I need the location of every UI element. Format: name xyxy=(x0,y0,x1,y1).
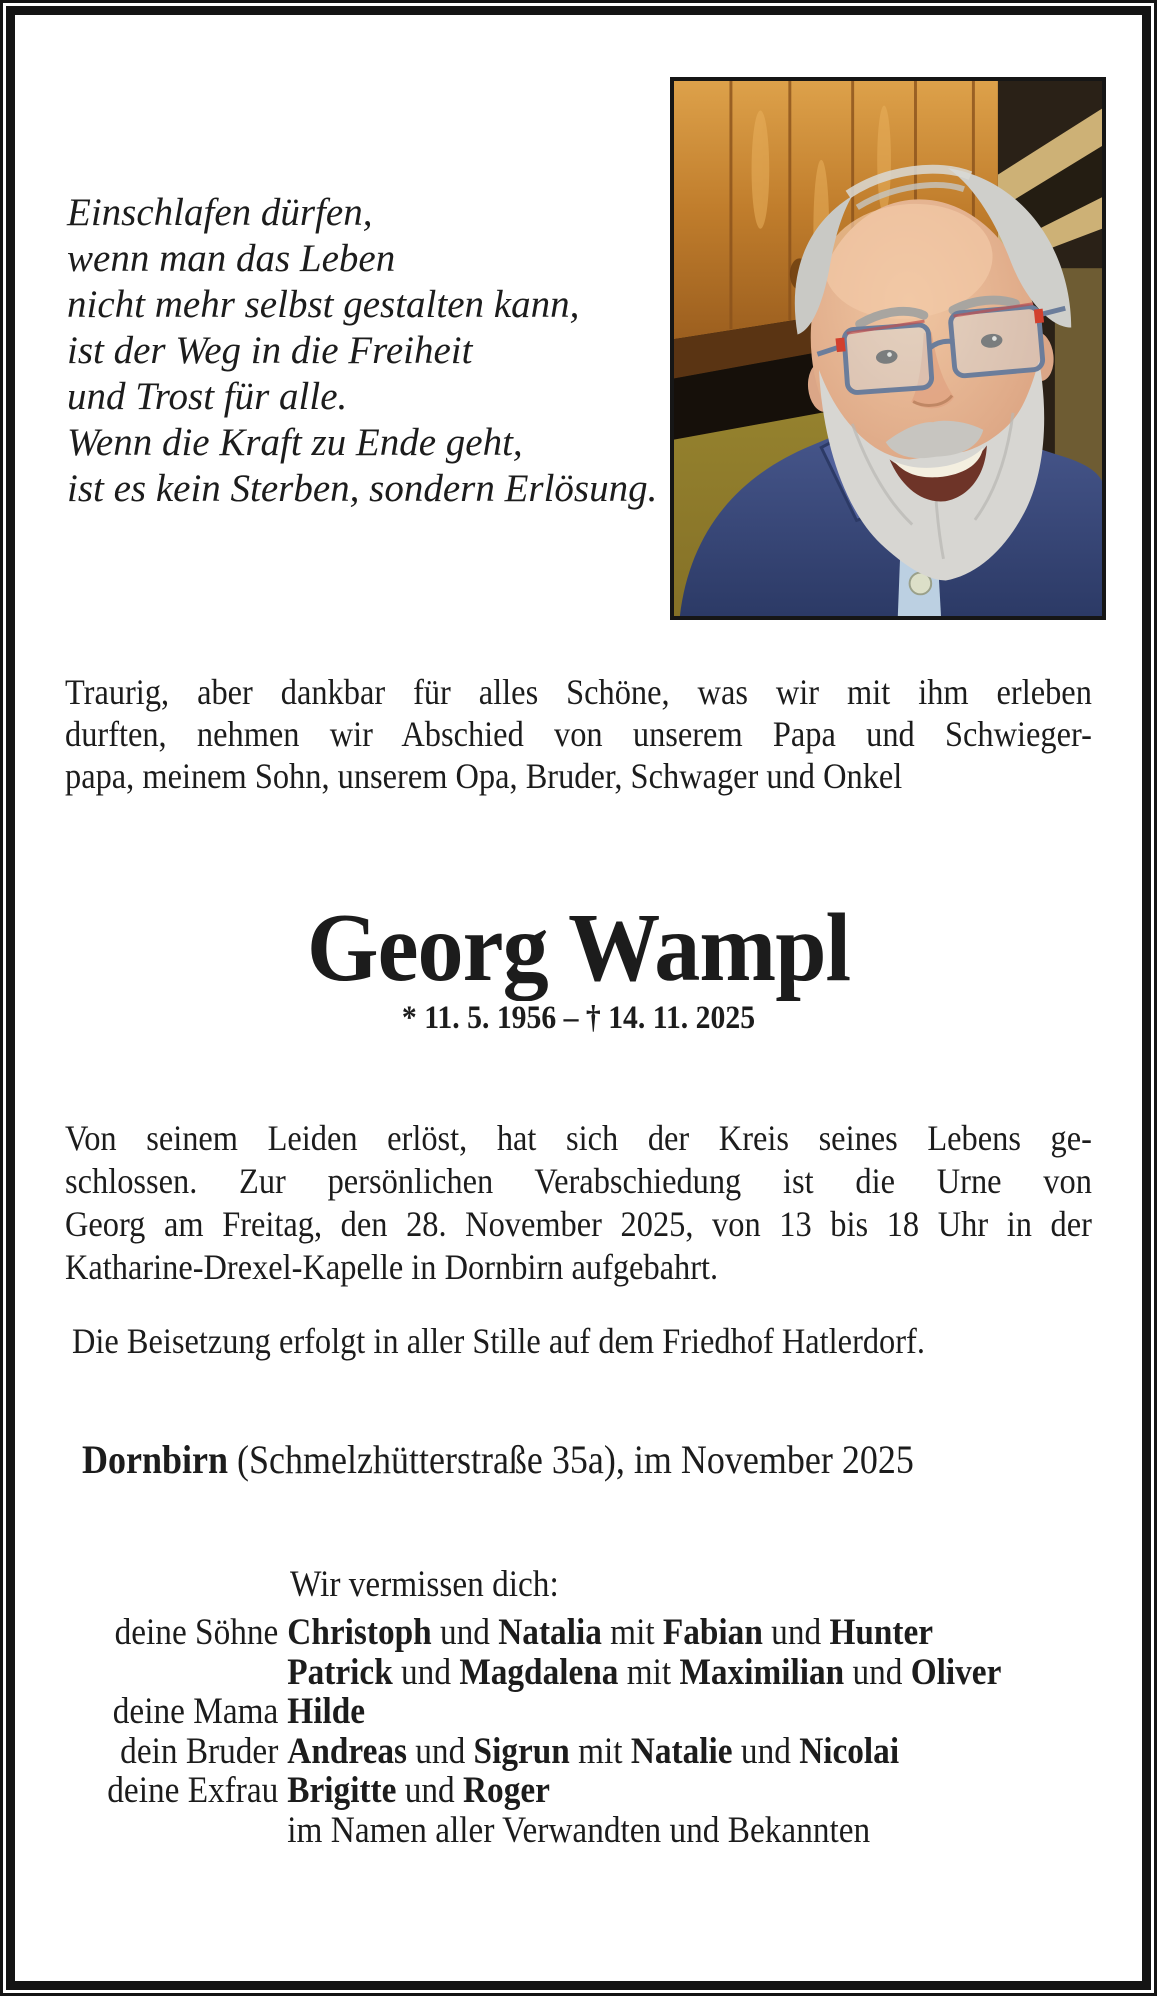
text-line: schlossen. Zur persönlichen Verabschiedung ist die Urne von xyxy=(65,1161,1092,1201)
text-line: Einschlafen dürfen, xyxy=(67,191,373,234)
text-line: Katharine-Drexel-Kapelle in Dornbirn aufgebahrt. xyxy=(65,1247,719,1287)
text-line: Traurig, aber dankbar für alles Schöne, was wir mit ihm erleben xyxy=(65,672,1092,712)
mourner-name: Nicolai xyxy=(799,1730,900,1772)
connector-text: und xyxy=(732,1730,800,1772)
mourner-name: Christoph xyxy=(287,1612,432,1653)
mourner-relation-label xyxy=(65,1811,278,1851)
connector-text: und xyxy=(844,1651,911,1693)
mourner-relation-label: deine Söhne xyxy=(114,1612,279,1653)
place-date-line xyxy=(82,1437,914,1483)
text-line: nicht mehr selbst gestalten kann, xyxy=(67,283,580,326)
mourner-name: Roger xyxy=(463,1770,550,1811)
farewell-paragraph xyxy=(65,1117,1092,1289)
mourner-name: Oliver xyxy=(910,1651,1002,1693)
mourner-name: Patrick xyxy=(287,1651,393,1693)
connector-text: und xyxy=(762,1612,830,1653)
mourner-names xyxy=(287,1613,1001,1653)
closing-heading: Wir vermissen dich: xyxy=(290,1564,559,1605)
text-line: wenn man das Leben xyxy=(67,237,396,280)
burial-note: Die Beisetzung erfolgt in aller Stille auf dem Friedhof Hatlerdorf. xyxy=(72,1321,925,1361)
connector-text: und xyxy=(392,1651,460,1693)
mourner-name: Andreas xyxy=(287,1730,407,1772)
mourner-name: Natalie xyxy=(630,1730,733,1772)
mourner-relation-label: deine Exfrau xyxy=(107,1770,279,1811)
connector-text: mit xyxy=(569,1730,631,1772)
connector-text: und xyxy=(431,1612,499,1653)
mourner-name: Brigitte xyxy=(287,1770,397,1811)
text-line: Von seinem Leiden erlöst, hat sich der Kreis seines Lebens ge- xyxy=(65,1118,1092,1158)
mourner-names xyxy=(287,1771,1001,1811)
place-city: Dornbirn xyxy=(82,1437,229,1482)
opening-quote xyxy=(67,190,657,512)
mourner-relation-label: dein Bruder xyxy=(120,1730,279,1772)
text-line: Georg am Freitag, den 28. November 2025, von 13 bis 18 Uhr in der xyxy=(65,1204,1092,1244)
text-line: ist der Weg in die Freiheit xyxy=(67,329,473,372)
life-dates: * 11. 5. 1956 – † 14. 11. 2025 xyxy=(401,1000,756,1036)
mourner-name: Natalia xyxy=(498,1612,602,1653)
mourner-relation-label xyxy=(65,1653,278,1693)
connector-text: und xyxy=(396,1770,464,1811)
place-rest: (Schmelzhütterstraße 35a), im November 2025 xyxy=(228,1437,914,1482)
portrait-photo xyxy=(670,77,1106,620)
portrait-photo-illustration xyxy=(674,81,1102,616)
connector-text: mit xyxy=(618,1651,680,1693)
mourner-relation-label: deine Mama xyxy=(112,1691,279,1732)
connector-text: im Namen aller Verwandten und Bekannten xyxy=(287,1809,871,1851)
mourner-names xyxy=(287,1811,1001,1851)
mourner-name: Hunter xyxy=(829,1612,934,1653)
text-line: durften, nehmen wir Abschied von unserem Papa und Schwieger- xyxy=(65,714,1092,754)
mourner-name: Maximilian xyxy=(679,1651,845,1693)
mourners-list xyxy=(65,1613,1001,1850)
text-line: Wenn die Kraft zu Ende geht, xyxy=(67,421,523,464)
mourner-name: Fabian xyxy=(662,1612,763,1653)
deceased-name: Georg Wampl xyxy=(306,894,851,1001)
intro-paragraph xyxy=(65,671,1092,797)
mourner-names xyxy=(287,1653,1001,1693)
mourner-names xyxy=(287,1732,1001,1772)
text-line: ist es kein Sterben, sondern Erlösung. xyxy=(67,467,658,510)
connector-text: mit xyxy=(601,1612,663,1653)
mourner-name: Magdalena xyxy=(459,1651,619,1693)
mourner-names xyxy=(287,1692,1001,1732)
mourner-name: Sigrun xyxy=(473,1730,570,1772)
connector-text: und xyxy=(406,1730,474,1772)
text-line: und Trost für alle. xyxy=(67,375,348,418)
mourner-name: Hilde xyxy=(287,1691,366,1732)
text-line: papa, meinem Sohn, unserem Opa, Bruder, Schwager und Onkel xyxy=(65,756,903,796)
